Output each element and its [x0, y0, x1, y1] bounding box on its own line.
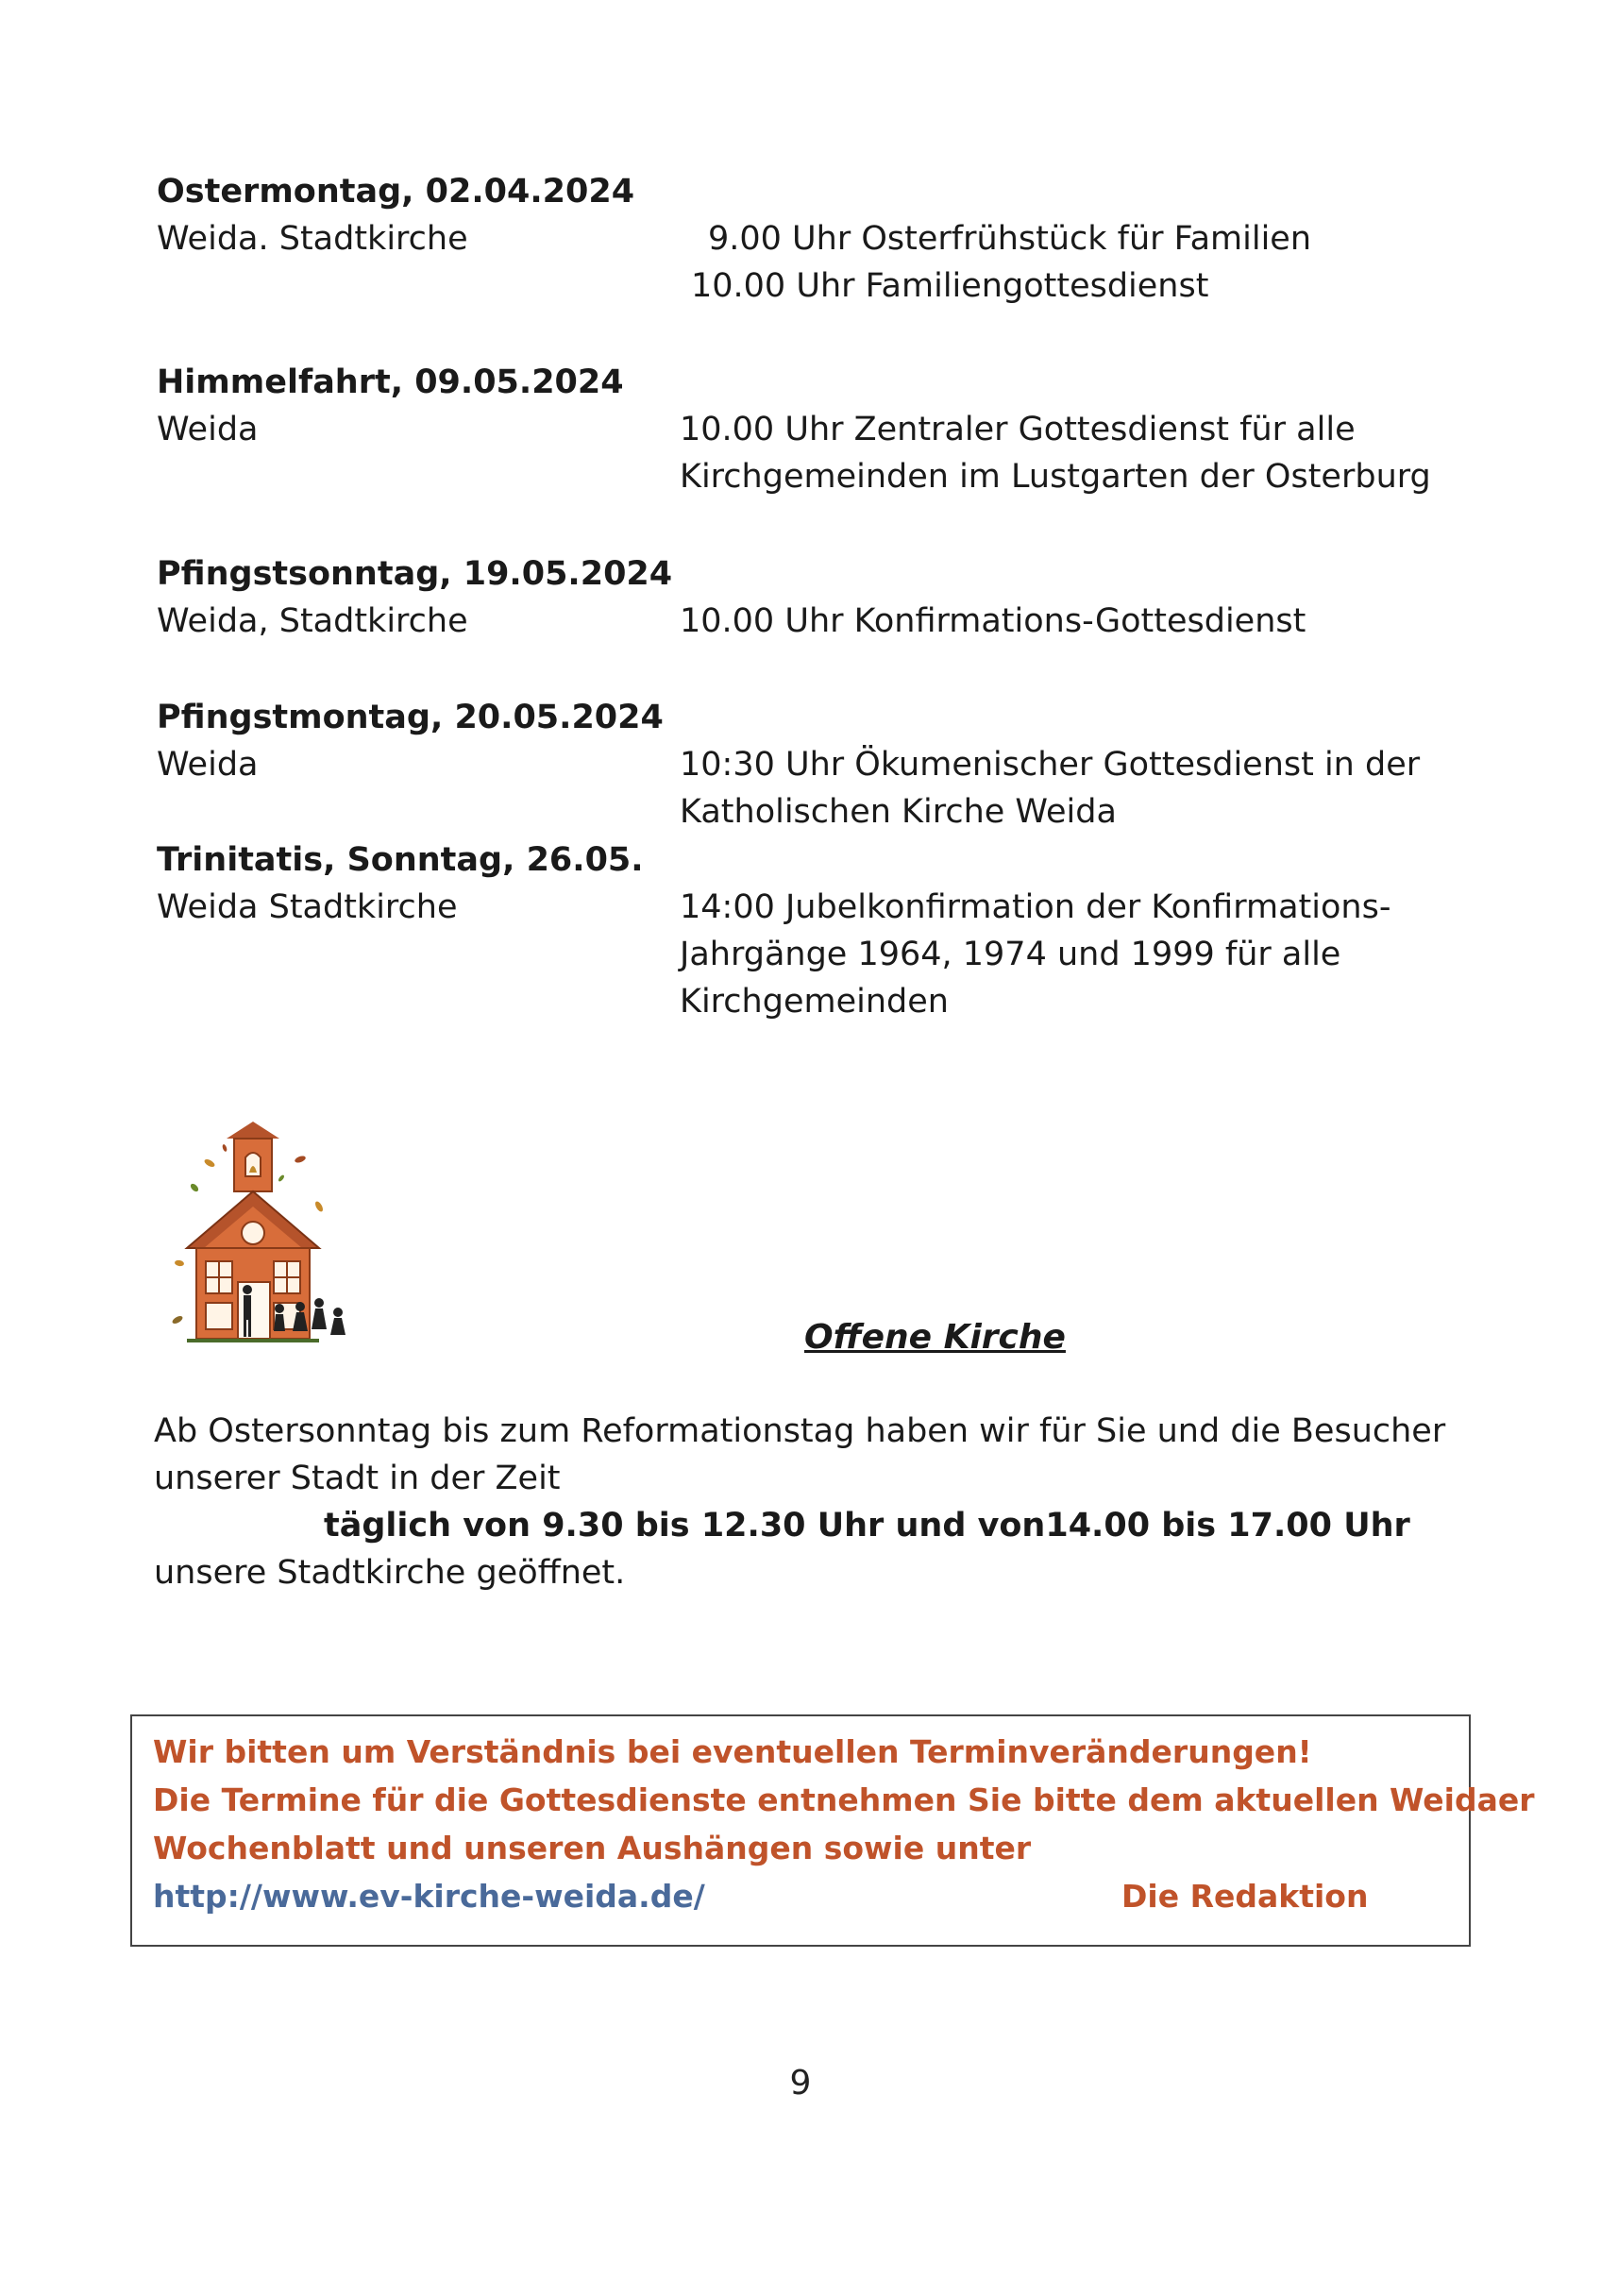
event-place: Weida [157, 411, 259, 448]
event-detail: Kirchgemeinden [680, 983, 949, 1021]
event-detail: 10:30 Uhr Ökumenischer Gottesdienst in der [680, 746, 1421, 784]
event-detail: Jahrgänge 1964, 1974 und 1999 für alle [680, 936, 1341, 973]
event-title: Himmelfahrt, 09.05.2024 [157, 363, 624, 401]
event-place: Weida [157, 746, 259, 784]
notice-signoff: Die Redaktion [1121, 1878, 1369, 1915]
event-detail: Kirchgemeinden im Lustgarten der Osterburg [680, 458, 1431, 496]
offene-kirche-title: Offene Kirche [804, 1318, 1066, 1357]
event-detail: 10.00 Uhr Familiengottesdienst [691, 267, 1209, 305]
event-place: Weida, Stadtkirche [157, 602, 468, 640]
event-title: Pfingstmontag, 20.05.2024 [157, 699, 664, 736]
offene-kirche-line: Ab Ostersonntag bis zum Reformationstag haben wir für Sie und die Besucher [154, 1412, 1446, 1450]
offene-kirche-line: unsere Stadtkirche geöffnet. [154, 1554, 626, 1592]
notice-line: Wir bitten um Verständnis bei eventuellen Terminveränderungen! [153, 1733, 1312, 1770]
event-detail: 14:00 Jubelkonfirmation der Konfirmations- [680, 888, 1391, 926]
notice-line: Wochenblatt und unseren Aushängen sowie unter [153, 1830, 1032, 1866]
church-with-children-icon [168, 1122, 376, 1363]
event-detail: 10.00 Uhr Zentraler Gottesdienst für alle [680, 411, 1356, 448]
event-place: Weida. Stadtkirche [157, 220, 468, 258]
event-detail: 9.00 Uhr Osterfrühstück für Familien [708, 220, 1312, 258]
page-number: 9 [789, 2064, 812, 2102]
notice-box [130, 1714, 1535, 1947]
event-title: Trinitatis, Sonntag, 26.05. [157, 841, 644, 879]
website-link[interactable]: http://www.ev-kirche-weida.de/ [153, 1878, 705, 1915]
offene-kirche-text [154, 1408, 1457, 1596]
offene-kirche-hours: täglich von 9.30 bis 12.30 Uhr und von14.00 bis 17.00 Uhr [324, 1507, 1410, 1545]
event-title: Pfingstsonntag, 19.05.2024 [157, 555, 673, 593]
notice-line: Die Termine für die Gottesdienste entnehmen Sie bitte dem aktuellen Weidaer [153, 1781, 1535, 1818]
event-detail: Katholischen Kirche Weida [680, 793, 1117, 831]
event-title: Ostermontag, 02.04.2024 [157, 173, 635, 211]
event-detail: 10.00 Uhr Konfirmations-Gottesdienst [680, 602, 1306, 640]
offene-kirche-line: unserer Stadt in der Zeit [154, 1460, 561, 1497]
event-place: Weida Stadtkirche [157, 888, 458, 926]
